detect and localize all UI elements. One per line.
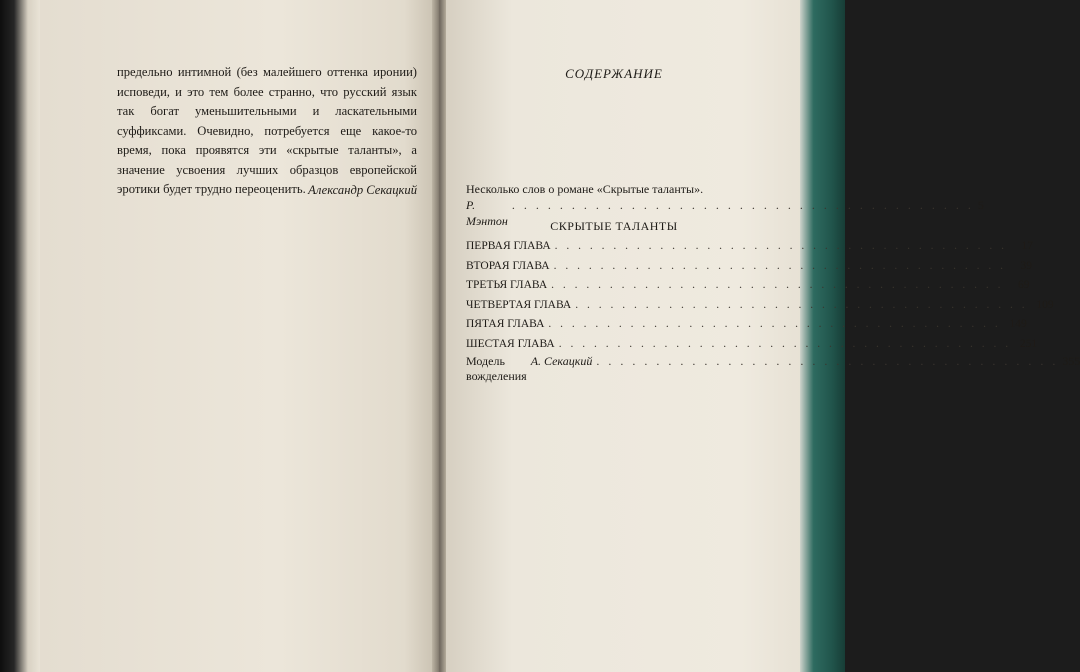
chapter-row — [466, 240, 1034, 260]
dot-leader: . . . . . . . . . . . . . . . . . . . . . . . . . . . . . . . . . . . . . . . — [553, 259, 1006, 272]
chapter-page: 149 — [1009, 318, 1027, 330]
chapter-title: ЧЕТВЕРТАЯ ГЛАВА — [466, 298, 572, 311]
chapter-list — [466, 240, 1054, 357]
book-gutter — [432, 0, 446, 672]
chapter-page: 109 — [1036, 298, 1054, 311]
chapter-title: ШЕСТАЯ ГЛАВА — [466, 337, 555, 350]
chapter-title: ПЯТАЯ ГЛАВА — [466, 318, 545, 330]
dot-leader: . . . . . . . . . . . . . . . . . . . . . . . . . . . . . . . . . . . . . . . — [558, 337, 1012, 350]
model-page: 355 — [1062, 354, 1080, 368]
chapter-page: 39 — [1020, 259, 1032, 272]
dot-leader: . . . . . . . . . . . . . . . . . . . . . . . . . . . . . . . . . . . . . . . — [511, 198, 974, 212]
paragraph-text: предельно интимной (без малейшего оттенка иронии) исповеди, и это тем более странно, что русский язык так богат уменьшительными и ласкательными суффиксами. Очевидно, потребуется еще какое-то время, пока проявятся эти «скрытые таланты», а значение усвоения лучших образцов европейской эротики будет трудно переоценить. — [117, 65, 417, 196]
book-edge-left — [0, 0, 40, 672]
chapter-page: 69 — [1018, 279, 1030, 291]
intro-author: Р. Мэнтон — [466, 198, 508, 228]
chapter-row — [466, 279, 1030, 299]
dot-leader: . . . . . . . . . . . . . . . . . . . . . . . . . . . . . . . . . . . . . . . — [575, 298, 1028, 311]
chapter-row — [466, 298, 1054, 319]
model-author: А. Секацкий — [530, 354, 593, 368]
dot-leader: . . . . . . . . . . . . . . . . . . . . . . . . . . . . . . . . . . . . . . . — [596, 354, 1059, 368]
intro-page: 5 — [977, 198, 984, 212]
dot-leader: . . . . . . . . . . . . . . . . . . . . . . . . . . . . . . . . . . . . . . . — [551, 279, 1004, 291]
chapter-title: ПЕРВАЯ ГЛАВА — [466, 240, 551, 252]
toc-model-entry — [466, 354, 1080, 384]
dot-leader: . . . . . . . . . . . . . . . . . . . . . . . . . . . . . . . . . . . . . . . — [554, 240, 1008, 252]
model-title: Модель вожделения — [466, 354, 527, 383]
paragraph-author: Александр Секацкий — [308, 183, 417, 197]
chapter-title: ТРЕТЬЯ ГЛАВА — [466, 279, 548, 291]
chapter-row — [466, 318, 1027, 338]
chapter-page: 251 — [1019, 337, 1038, 350]
section-title: СКРЫТЫЕ ТАЛАНТЫ — [550, 219, 678, 233]
toc-title: СОДЕРЖАНИЕ — [565, 66, 663, 81]
intro-title: Несколько слов о романе «Скрытые таланты». — [466, 182, 704, 196]
book-cover-edge — [800, 0, 845, 672]
chapter-page: 17 — [1021, 240, 1034, 252]
closing-paragraph — [117, 63, 417, 200]
chapter-row — [466, 259, 1032, 280]
chapter-title: ВТОРАЯ ГЛАВА — [466, 259, 550, 272]
dot-leader: . . . . . . . . . . . . . . . . . . . . . . . . . . . . . . . . . . . . . . . — [548, 318, 1001, 330]
